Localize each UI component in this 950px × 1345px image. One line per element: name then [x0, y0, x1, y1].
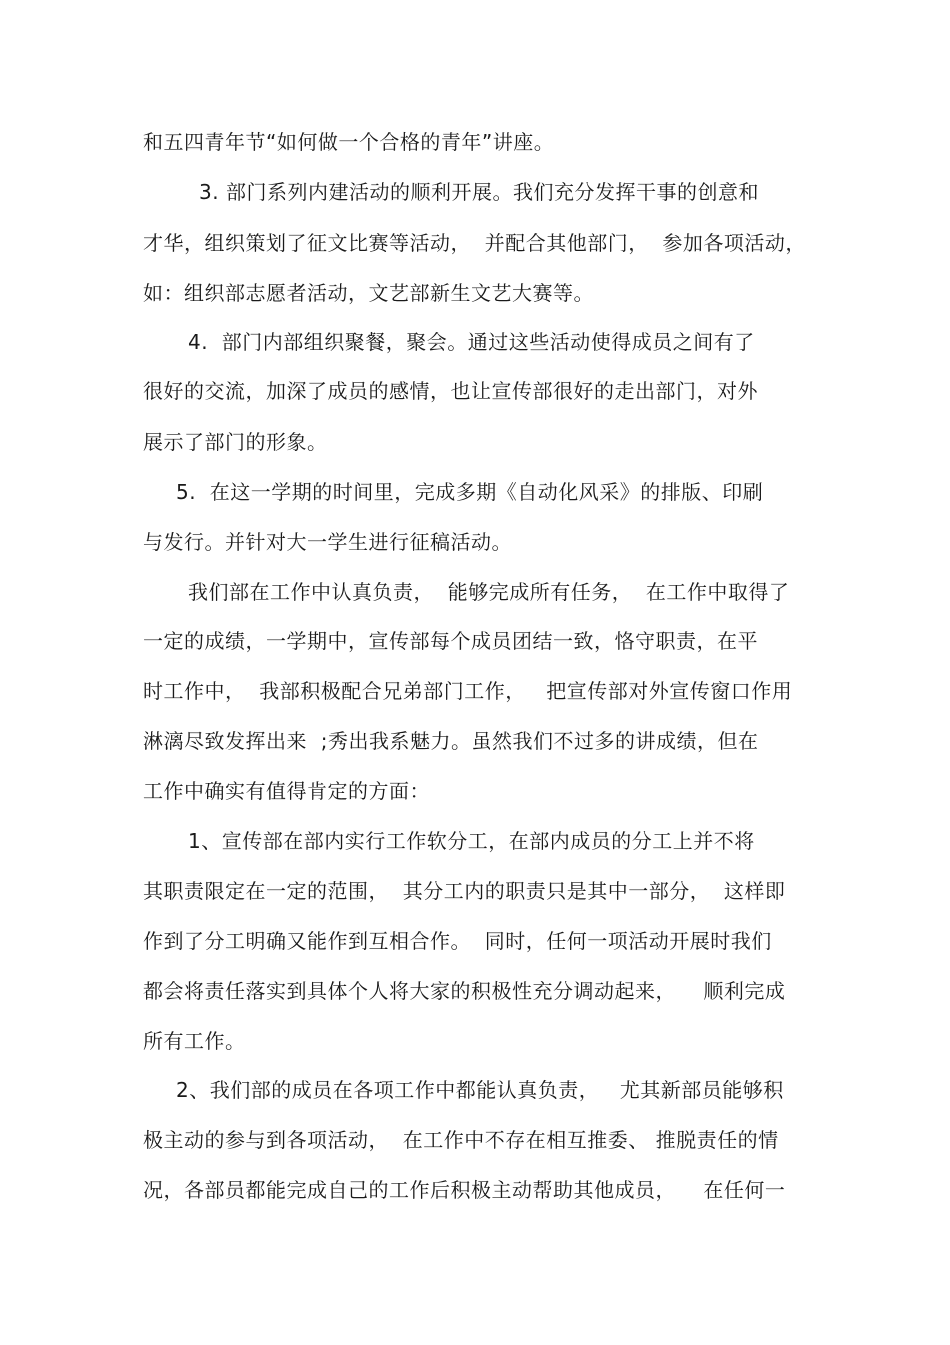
text-line-13: 淋漓尽致发挥出来 ;秀出我系魅力。虽然我们不过多的讲成绩，但在 [143, 729, 759, 753]
text-line-17: 作到了分工明确又能作到互相合作。 同时，任何一项活动开展时我们 [143, 929, 772, 953]
text-line-6: 很好的交流，加深了成员的感情，也让宣传部很好的走出部门，对外 [143, 379, 758, 403]
text-line-3: 才华，组织策划了征文比赛等活动， 并配合其他部门， 参加各项活动， [143, 231, 806, 255]
text-line-11: 一定的成绩，一学期中，宣传部每个成员团结一致，恪守职责，在平 [143, 629, 758, 653]
text-line-12: 时工作中， 我部积极配合兄弟部门工作， 把宣传部对外宣传窗口作用 [143, 679, 793, 703]
text-line-5: 4. 部门内部组织聚餐，聚会。通过这些活动使得成员之间有了 [188, 330, 755, 354]
text-line-7: 展示了部门的形象。 [143, 430, 328, 454]
text-line-20: 2、我们部的成员在各项工作中都能认真负责， 尤其新部员能够积 [176, 1078, 784, 1102]
text-line-2: 3. 部门系列内建活动的顺利开展。我们充分发挥干事的创意和 [199, 180, 759, 204]
text-line-19: 所有工作。 [143, 1029, 246, 1053]
text-line-16: 其职责限定在一定的范围， 其分工内的职责只是其中一部分， 这样即 [143, 879, 786, 903]
text-line-21: 极主动的参与到各项活动， 在工作中不存在相互推委、 推脱责任的情 [143, 1128, 779, 1152]
text-line-10: 我们部在工作中认真负责， 能够完成所有任务， 在工作中取得了 [188, 580, 790, 604]
text-line-9: 与发行。并针对大一学生进行征稿活动。 [143, 530, 512, 554]
text-line-18: 都会将责任落实到具体个人将大家的积极性充分调动起来， 顺利完成 [143, 979, 786, 1003]
text-line-22: 况，各部员都能完成自己的工作后积极主动帮助其他成员， 在任何一 [143, 1178, 786, 1202]
text-line-4: 如：组织部志愿者活动，文艺部新生文艺大赛等。 [143, 281, 594, 305]
text-line-14: 工作中确实有值得肯定的方面： [143, 779, 430, 803]
text-line-1: 和五四青年节“如何做一个合格的青年”讲座。 [143, 130, 555, 154]
text-line-15: 1、宣传部在部内实行工作软分工，在部内成员的分工上并不将 [188, 829, 755, 853]
text-line-8: 5. 在这一学期的时间里，完成多期《自动化风采》的排版、印刷 [176, 480, 764, 504]
